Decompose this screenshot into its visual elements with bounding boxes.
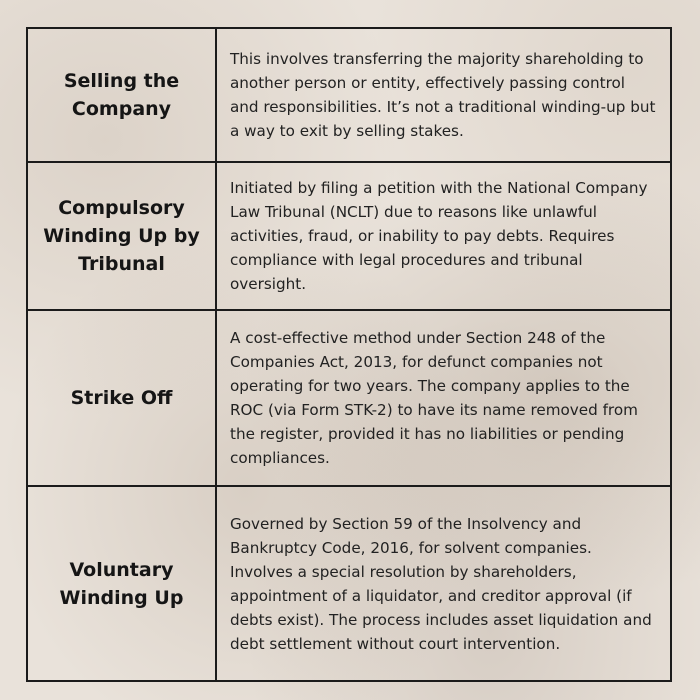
term-selling-the-company: Selling the Company (63, 70, 180, 120)
term-compulsory-winding-up: Compulsory Winding Up by Tribunal (43, 197, 200, 275)
table-row (28, 311, 670, 487)
description-strike-off: A cost-effective method under Section 248 of the Companies Act, 2013, for defunct companies not operating for two years. The company applies to the ROC (via Form STK-2) to have its name removed from the register, provided it has no liabilities or pending compliances. (230, 329, 638, 467)
term-cell (28, 29, 217, 161)
description-selling-the-company: This involves transferring the majority shareholding to another person or entity, effectively passing control and responsibilities. It’s not a traditional winding-up but a way to exit by selling stakes. (230, 50, 656, 140)
description-cell (217, 163, 670, 309)
term-cell (28, 311, 217, 485)
term-cell (28, 487, 217, 680)
description-cell (217, 487, 670, 680)
description-cell (217, 311, 670, 485)
table-row (28, 29, 670, 163)
table-row (28, 487, 670, 680)
description-voluntary-winding-up: Governed by Section 59 of the Insolvency and Bankruptcy Code, 2016, for solvent companies. Involves a special resolution by shareholders, appointment of a liquidator, and creditor approval (if debts exist). The process includes asset liquidation and debt settlement without court intervention. (230, 514, 652, 653)
term-voluntary-winding-up: Voluntary Winding Up (59, 558, 184, 609)
table-row (28, 163, 670, 311)
winding-up-methods-table (26, 27, 672, 682)
term-strike-off: Strike Off (70, 387, 173, 409)
description-cell (217, 29, 670, 161)
term-cell (28, 163, 217, 309)
description-compulsory-winding-up: Initiated by filing a petition with the National Company Law Tribunal (NCLT) due to reasons like unlawful activities, fraud, or inability to pay debts. Requires compliance with legal procedures and tribunal oversight. (230, 179, 648, 293)
